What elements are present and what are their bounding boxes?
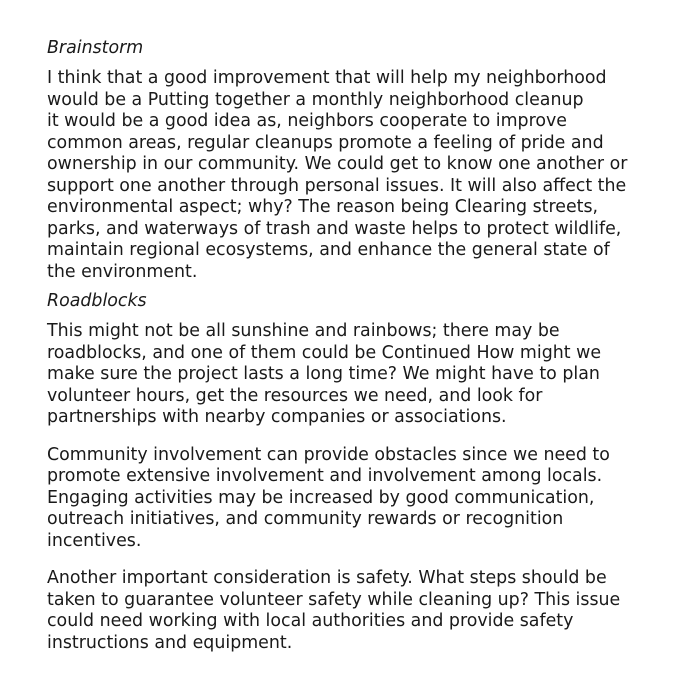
heading-roadblocks: Roadblocks (47, 291, 147, 311)
paragraph-brainstorm: I think that a good improvement that will help my neighborhood would be a Putting together a monthly neighborhood cleanup it would be a good idea as, neighbors cooperate to improve common areas, regular cleanups promote a feeling of pride and ownership in our community. We could get to know one another or support one another through personal issues. It will also affect the environmental aspect; why? The reason being Clearing streets, parks, and waterways of trash and waste helps to protect wildlife, maintain regional ecosystems, and enhance the general state of the environment. (47, 68, 628, 282)
heading-brainstorm: Brainstorm (47, 38, 144, 58)
paragraph-roadblocks-2: Community involvement can provide obstacles since we need to promote extensive involvement and involvement among locals. Engaging activities may be increased by good communication, outreach initiatives, and community rewards or recognition incentives. (47, 444, 610, 551)
paragraph-roadblocks-3: Another important consideration is safety. What steps should be taken to guarantee volunteer safety while cleaning up? This issue could need working with local authorities and provide safety instructions and equipment. (47, 568, 621, 653)
paragraph-roadblocks-1: This might not be all sunshine and rainbows; there may be roadblocks, and one of them could be Continued How might we make sure the project lasts a long time? We might have to plan volunteer hours, get the resources we need, and look for partnerships with nearby companies or associations. (47, 321, 602, 427)
